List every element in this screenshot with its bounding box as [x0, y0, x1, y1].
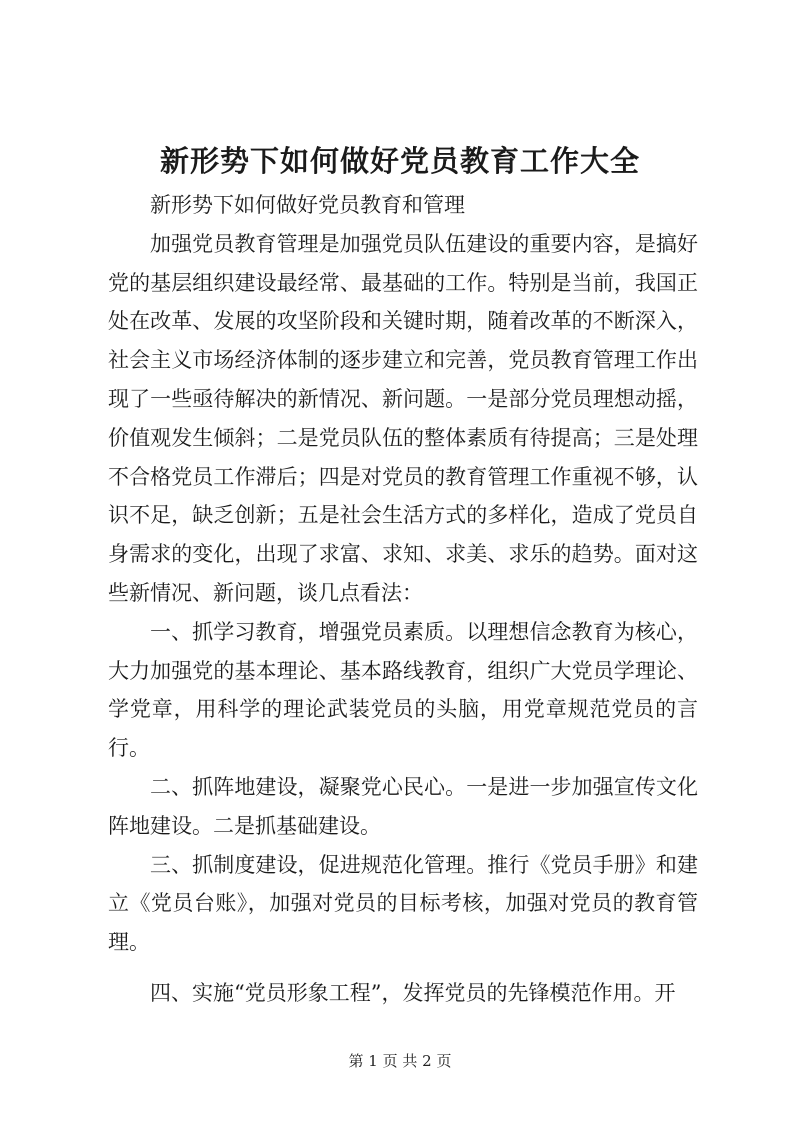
document-title: 新形势下如何做好党员教育工作大全	[159, 144, 640, 178]
paragraph-point-2: 二、抓阵地建设，凝聚党心民心。一是进一步加强宣传文化阵地建设。二是抓基础建设。	[108, 774, 698, 838]
page-footer: 第 1 页 共 2 页	[348, 1052, 452, 1070]
paragraph-intro: 加强党员教育管理是加强党员队伍建设的重要内容，是搞好党的基层组织建设最经常、最基础的工作。特别是当前，我国正处在改革、发展的攻坚阶段和关键时期，随着改革的不断深入，社会主义市场经济体制的逐步建立和完善，党员教育管理工作出现了一些亟待解决的新情况、新问题。一是部分党员理想动摇，价值观发生倾斜；二是党员队伍的整体素质有待提高；三是处理不合格党员工作滞后；四是对党员的教育管理工作重视不够，认识不足，缺乏创新；五是社会生活方式的多样化，造成了党员自身需求的变化，出现了求富、求知、求美、求乐的趋势。面对这些新情况、新问题，谈几点看法：	[108, 231, 698, 605]
paragraph-point-3: 三、抓制度建设，促进规范化管理。推行《党员手册》和建立《党员台账》，加强对党员的目标考核，加强对党员的教育管理。	[108, 852, 698, 955]
paragraph-point-4: 四、实施“党员形象工程”，发挥党员的先锋模范作用。开	[150, 980, 676, 1005]
document-subtitle: 新形势下如何做好党员教育和管理	[150, 193, 465, 217]
paragraph-point-1: 一、抓学习教育，增强党员素质。以理想信念教育为核心，大力加强党的基本理论、基本路线教育，组织广大党员学理论、学党章，用科学的理论武装党员的头脑，用党章规范党员的言行。	[108, 619, 698, 761]
document-body	[108, 186, 698, 1013]
